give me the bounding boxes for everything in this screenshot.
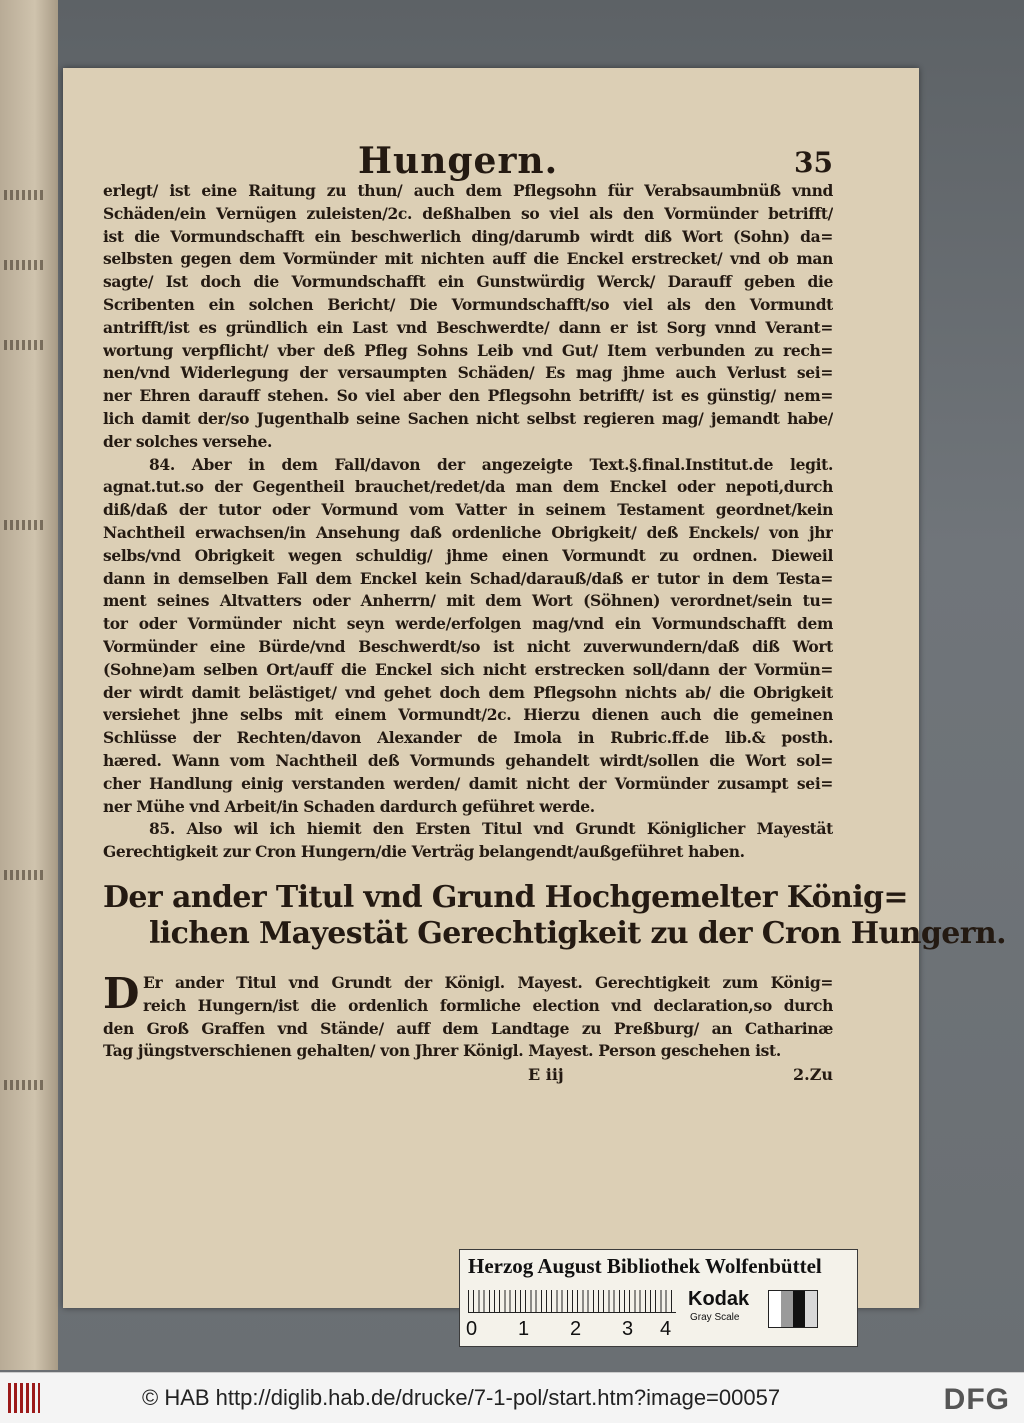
body-line: nen/vnd Widerlegung der versaumpten Schäden/ Es mag jhme auch Verlust sei= bbox=[103, 363, 833, 383]
gray-patch bbox=[769, 1291, 781, 1327]
gray-patch bbox=[781, 1291, 793, 1327]
body-line: cher Handlung einig verstanden werden/ damit nicht der Vormünder zusampt sei= bbox=[103, 773, 833, 793]
body-line: diß/daß der tutor oder Vormund vom Vatter in seinem Testament geordnet/kein bbox=[103, 500, 833, 520]
bleed-through-mark bbox=[4, 190, 44, 200]
kodak-logo: Kodak bbox=[688, 1288, 750, 1310]
copyright-url[interactable]: © HAB http://diglib.hab.de/drucke/7-1-pol/start.htm?image=00057 bbox=[142, 1385, 781, 1410]
body-line: ner Mühe vnd Arbeit/in Schaden dardurch geführet werde. bbox=[103, 796, 595, 816]
body-line: dann in demselben Fall dem Enckel kein Schad/darauß/daß er tutor in dem Testa= bbox=[103, 568, 833, 588]
page-text-block bbox=[103, 138, 1006, 1089]
body-line: 85. Also wil ich hiemit den Ersten Titul vnd Grundt Königlicher Mayestät bbox=[149, 819, 833, 839]
body-line: Schäden/ein Vernügen zuleisten/2c. deßhalben so viel als den Vormünder betrifft/ bbox=[103, 203, 833, 223]
ruler-label: 1 bbox=[518, 1318, 530, 1340]
section-heading-line-1: Der ander Titul vnd Grund Hochgemelter König= bbox=[103, 879, 908, 915]
body-line: selbsten gegen dem Vormünder mit nichten auff die Enckel erstrecket/ vnd ob man bbox=[103, 249, 833, 269]
body-line: Vormünder eine Bürde/vnd Beschwerdt/so ist nicht zuverwundern/daß diß Wort bbox=[103, 636, 833, 656]
bleed-through-mark bbox=[4, 260, 44, 270]
ruler-scale bbox=[468, 1290, 676, 1313]
library-logo-icon bbox=[8, 1383, 40, 1413]
section-line: den Groß Graffen vnd Stände/ auff dem Landtage zu Preßburg/ an Catharinæ bbox=[103, 1018, 833, 1038]
body-line: sagte/ Ist doch die Vormundschafft ein Gunstwürdig Werck/ Darauff geben die bbox=[103, 272, 833, 292]
section-body bbox=[103, 968, 833, 1063]
bleed-through-mark bbox=[4, 520, 44, 530]
ruler-label: 0 bbox=[466, 1318, 478, 1340]
body-line: ment seines Altvatters oder Anherrn/ mit dem Wort (Söhnen) verordnet/sein tu= bbox=[103, 591, 833, 611]
body-line: selbs/vnd Obrigkeit wegen schuldig/ jhme einen Vormundt zu ordnen. Dieweil bbox=[103, 545, 833, 565]
body-line: 84. Aber in dem Fall/davon der angezeigte Text.§.final.Institut.de legit. bbox=[149, 454, 833, 474]
body-line: Nachtheil erwachsen/in Ansehung daß ordenliche Obrigkeit/ deß Enckels/ von jhr bbox=[103, 522, 833, 542]
section-line: reich Hungern/ist die ordenlich formliche election vnd declaration,so durch bbox=[143, 995, 833, 1015]
viewer-footer bbox=[0, 1372, 1024, 1423]
body-line: antrifft/ist es gründlich ein Last vnd Beschwerdte/ dann er ist Sorg vnnd Verant= bbox=[103, 317, 833, 337]
gray-patch bbox=[805, 1291, 817, 1327]
body-line: agnat.tut.so der Gegentheil brauchet/redet/da man dem Enckel oder nepoti,durch bbox=[103, 477, 833, 497]
color-reference-card bbox=[459, 1249, 858, 1347]
body-line: tor oder Vormünder nicht seyn werde/erfolgen mag/vnd ein Vormundschafft dem bbox=[103, 614, 833, 634]
signature-mark: E iij bbox=[528, 1065, 564, 1085]
body-line: der wirdt damit belästiget/ vnd gehet doch dem Pflegsohn nichts ab/ die Obrigkeit bbox=[103, 682, 833, 702]
body-line: Gerechtigkeit zur Cron Hungern/die Verträg belangendt/außgeführet haben. bbox=[103, 842, 745, 862]
bleed-through-mark bbox=[4, 340, 44, 350]
running-title: Hungern. bbox=[358, 140, 559, 182]
body-line: versiehet jhne selbs mit einem Vormundt/2c. Hierzu dienen auch die gemeinen bbox=[103, 705, 833, 725]
body-text bbox=[103, 180, 833, 864]
body-line: lich damit der/so Jugenthalb seine Sachen nicht selbst regieren mag/ jemandt habe/ bbox=[103, 408, 833, 428]
ruler-label: 2 bbox=[570, 1318, 582, 1340]
gray-patch bbox=[793, 1291, 805, 1327]
body-line: Scribenten ein solchen Bericht/ Die Vormundschafft/so viel als den Vormundt bbox=[103, 294, 833, 314]
library-name: Herzog August Bibliothek Wolfenbüttel bbox=[468, 1254, 822, 1278]
body-line: ner Ehren darauff stehen. So viel aber den Pflegsohn betrifft/ ist es günstig/ nem= bbox=[103, 386, 833, 406]
section-heading-line-2: lichen Mayestät Gerechtigkeit zu der Cron Hungern. bbox=[149, 915, 1006, 951]
ruler-label: 4 bbox=[660, 1318, 672, 1340]
signature-line bbox=[103, 1065, 833, 1089]
body-line: der solches versehe. bbox=[103, 431, 273, 451]
body-line: (Sohne)am selben Ort/auff die Enckel sich nicht erstrecken soll/dann der Vormün= bbox=[103, 659, 833, 679]
body-line: wortung verpflicht/ vber deß Pfleg Sohns Leib vnd Gut/ Item verbunden zu rech= bbox=[103, 340, 833, 360]
ruler-label: 3 bbox=[622, 1318, 634, 1340]
bleed-through-mark bbox=[4, 870, 44, 880]
running-head bbox=[103, 138, 833, 180]
gray-scale-patches bbox=[768, 1290, 818, 1328]
dfg-logo: DFG bbox=[943, 1383, 1010, 1416]
body-line: erlegt/ ist eine Raitung zu thun/ auch dem Pflegsohn für Verabsaumbnüß vnnd bbox=[103, 181, 833, 200]
book-page bbox=[63, 68, 1006, 1308]
body-line: Schlüsse der Rechten/davon Alexander de Imola in Rubric.ff.de lib.& posth. bbox=[103, 728, 833, 748]
body-line: ist die Vormundschafft ein beschwerlich ding/darumb wirdt diß Wort (Sohn) da= bbox=[103, 226, 833, 246]
body-line: hæred. Wann vom Nachtheil deß Vormunds gehandelt wirdt/sollen die Wort sol= bbox=[103, 750, 833, 770]
page-number: 35 bbox=[794, 146, 833, 179]
catchword: 2.Zu bbox=[792, 1065, 833, 1085]
bleed-through-mark bbox=[4, 1080, 44, 1090]
section-line: Tag jüngstverschienen gehalten/ von Jhrer Königl. Mayest. Person geschehen ist. bbox=[103, 1041, 781, 1061]
previous-page-edge bbox=[0, 0, 58, 1370]
drop-cap: D bbox=[103, 968, 140, 1018]
gray-scale-label: Gray Scale bbox=[690, 1312, 740, 1323]
section-line: Er ander Titul vnd Grundt der Königl. Mayest. Gerechtigkeit zum König= bbox=[143, 972, 833, 992]
